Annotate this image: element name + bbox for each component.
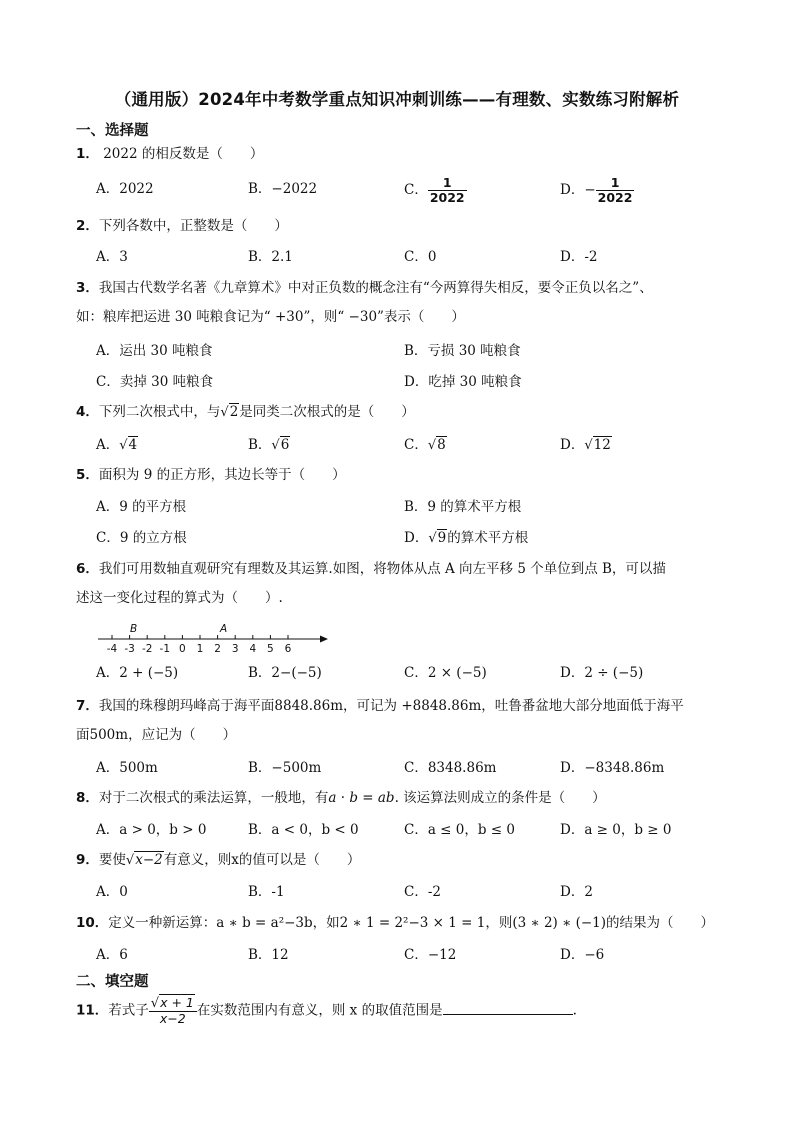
question-stem-line-1: 我国古代数学名著《九章算术》中对正负数的概念注有“今两算得失相反，要令正负以名之”、	[98, 280, 653, 296]
question-8: 8．对于二次根式的乘法运算，一般地，有a · b = ab. 该运算法则成立的条件是（ ）	[76, 790, 606, 806]
option-c[interactable]: C． $\frac{1}{2022}$	[404, 175, 465, 205]
options-q8	[96, 817, 716, 843]
options-q9	[96, 879, 716, 905]
options-q5-row2	[96, 525, 716, 551]
option-b[interactable]: B．a < 0，b < 0	[248, 822, 359, 838]
option-c[interactable]: C．8348.86m	[404, 760, 497, 776]
question-number: 8．	[76, 790, 99, 806]
option-b[interactable]: B．√6	[248, 437, 290, 453]
question-number: 5．	[76, 467, 99, 483]
fraction: $\frac{1}{2022}$	[429, 175, 465, 205]
option-a[interactable]: A．500m	[96, 760, 158, 776]
question-stem-line-1: 我国的珠穆朗玛峰高于海平面8848.86m，可记为 +8848.86m，吐鲁番盆地大部分地面低于海平	[98, 698, 684, 714]
question-3	[76, 274, 716, 332]
option-c[interactable]: C．0	[404, 249, 437, 265]
question-4: 4．下列二次根式中，与√2是同类二次根式的是（ ）	[76, 404, 415, 420]
question-6	[76, 555, 716, 613]
question-7	[76, 692, 716, 750]
question-number: 7．	[76, 698, 99, 714]
question-number: 4．	[76, 404, 99, 420]
option-d[interactable]: D．√9的算术平方根	[404, 530, 529, 546]
option-d[interactable]: D．a ≥ 0，b ≥ 0	[560, 822, 672, 838]
option-c[interactable]: C．卖掉 30 吨粮食	[96, 374, 214, 390]
option-b[interactable]: B．9 的算术平方根	[404, 499, 522, 515]
question-number: 6．	[76, 561, 99, 577]
options-q1	[96, 175, 716, 205]
section-heading-fill: 二、填空题	[76, 974, 149, 990]
number-line-figure	[94, 622, 334, 656]
option-c[interactable]: C．a ≤ 0，b ≤ 0	[404, 822, 515, 838]
question-number: 1．	[76, 146, 99, 162]
arrow-icon	[320, 636, 328, 643]
question-11: 11．若式子 $\frac{√x + 1}{x-2}$ 在实数范围内有意义，则 x 的取值范围是 .	[76, 995, 577, 1026]
option-a[interactable]: A．6	[96, 947, 128, 963]
option-b[interactable]: B．亏损 30 吨粮食	[404, 343, 521, 359]
option-a[interactable]: A．0	[96, 884, 128, 900]
question-stem: 面积为 9 的正方形，其边长等于（ ）	[98, 467, 346, 483]
question-number: 10．	[76, 915, 109, 931]
tick-label: -3	[124, 643, 135, 655]
question-number: 9．	[76, 852, 99, 868]
option-a[interactable]: A．√4	[96, 437, 138, 453]
tick-label: 4	[249, 643, 257, 655]
option-d[interactable]: D．-2	[560, 249, 598, 265]
tick-label: 0	[179, 643, 186, 655]
question-stem: 2022 的相反数是（ ）	[103, 146, 264, 162]
point-b-label: B	[130, 623, 138, 635]
section-heading-choice: 一、选择题	[76, 123, 149, 139]
fraction: $\frac{1}{2022}$	[597, 175, 633, 205]
option-c[interactable]: C．9 的立方根	[96, 530, 187, 546]
option-c[interactable]: C．√8	[404, 437, 446, 453]
option-a[interactable]: A．a > 0，b > 0	[96, 822, 207, 838]
point-a-label: A	[220, 623, 228, 635]
options-q6	[96, 660, 716, 686]
number-line-ticks	[107, 635, 292, 655]
option-c[interactable]: C．-2	[404, 884, 441, 900]
option-b[interactable]: B．−2022	[248, 181, 318, 197]
fraction: $\frac{√x + 1}{x-2}$	[149, 996, 197, 1026]
question-stem-line-2: 述这一变化过程的算式为（ ）.	[76, 590, 283, 606]
tick-label: 2	[214, 643, 221, 655]
option-b[interactable]: B．2−(−5)	[248, 665, 322, 681]
question-number: 11．	[76, 1002, 109, 1019]
option-b[interactable]: B．2.1	[248, 249, 293, 265]
question-stem-line-2: 面500m，应记为（ ）	[76, 727, 237, 743]
question-5	[76, 461, 716, 490]
option-a[interactable]: A．运出 30 吨粮食	[96, 343, 213, 359]
option-d[interactable]: D．− $\frac{1}{2022}$	[560, 175, 633, 205]
sqrt-symbol: √	[220, 405, 229, 420]
option-d[interactable]: D．−8348.86m	[560, 760, 665, 776]
options-q7	[96, 755, 716, 781]
option-a[interactable]: A．3	[96, 249, 128, 265]
tick-label: -4	[106, 643, 118, 655]
question-stem-line-2: 如：粮库把运进 30 吨粮食记为“ +30”，则“ −30”表示（ ）	[76, 309, 465, 325]
options-q3-row2	[96, 369, 716, 395]
tick-label: -1	[159, 643, 171, 655]
tick-label: 3	[231, 643, 239, 655]
question-stem-line-1: 我们可用数轴直观研究有理数及其运算.如图，将物体从点 A 向左平移 5 个单位到点 B，可以描	[98, 561, 666, 577]
tick-label: 1	[196, 643, 204, 655]
question-9: 9．要使√x−2有意义，则x的值可以是（ ）	[76, 852, 361, 868]
tick-label: 6	[284, 643, 292, 655]
option-d[interactable]: D．2 ÷ (−5)	[560, 665, 644, 681]
option-c[interactable]: C．2 × (−5)	[404, 665, 487, 681]
option-b[interactable]: B．−500m	[248, 760, 322, 776]
options-q5-row1	[96, 494, 716, 520]
option-d[interactable]: D．吃掉 30 吨粮食	[404, 374, 522, 390]
options-q3-row1	[96, 338, 716, 364]
option-b[interactable]: B．-1	[248, 884, 285, 900]
option-b[interactable]: B．12	[248, 947, 289, 963]
option-a[interactable]: A．2022	[96, 181, 154, 197]
sqrt-symbol: √	[125, 853, 135, 868]
sqrt-product-formula: a · b = ab	[328, 790, 395, 806]
tick-label: 5	[267, 643, 274, 655]
option-a[interactable]: A．2 + (−5)	[96, 665, 179, 681]
question-2	[76, 212, 716, 241]
answer-blank[interactable]	[443, 1000, 573, 1015]
option-a[interactable]: A．9 的平方根	[96, 499, 187, 515]
question-number: 3．	[76, 280, 99, 296]
question-stem: 下列各数中，正整数是（ ）	[98, 218, 288, 234]
option-d[interactable]: D．2	[560, 884, 593, 900]
option-d[interactable]: D．−6	[560, 947, 605, 963]
options-q2	[96, 244, 716, 270]
options-q10	[96, 942, 716, 968]
option-c[interactable]: C．−12	[404, 947, 457, 963]
option-d[interactable]: D．√12	[560, 437, 611, 453]
question-number: 2．	[76, 218, 99, 234]
options-q4	[96, 432, 716, 458]
question-10	[76, 909, 716, 938]
question-stem: 定义一种新运算：a ∗ b = a²−3b，如2 ∗ 1 = 2²−3 × 1 = 1，则(3 ∗ 2) ∗ (−1)的结果为（ ）	[108, 915, 715, 931]
tick-label: -2	[141, 643, 153, 655]
question-1	[76, 140, 716, 169]
page-title: （通用版）2024年中考数学重点知识冲刺训练——有理数、实数练习附解析	[114, 90, 680, 109]
